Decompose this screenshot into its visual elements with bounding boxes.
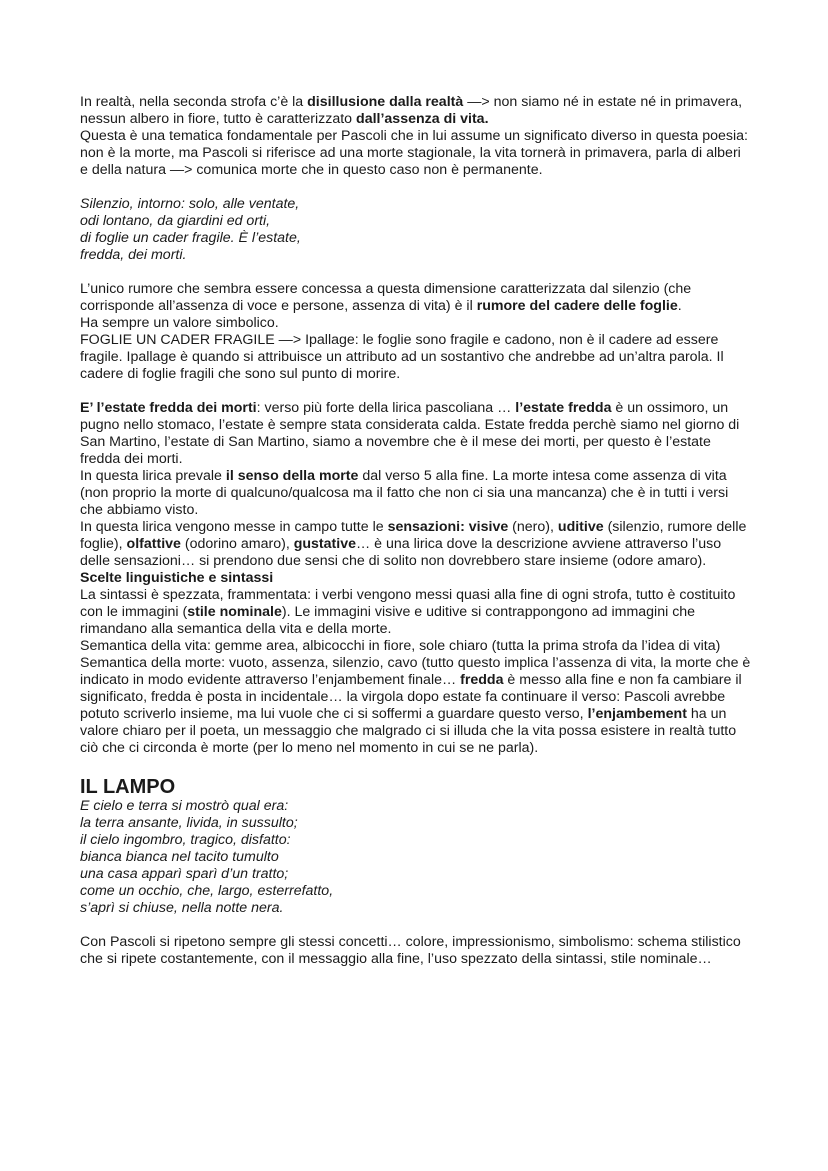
- bold-text: gustative: [293, 536, 356, 552]
- poem-line: fredda, dei morti.: [80, 247, 187, 263]
- bold-text: sensazioni: visive: [387, 519, 509, 535]
- text-run: (nero),: [508, 519, 558, 535]
- poem-excerpt: [80, 798, 752, 917]
- text-run: Semantica della morte: vuoto, assenza, silenzio, cavo (tutto questo implica l’assenza di vita, la morte che è indicato in modo evidente attraverso l’enjambement finale…: [80, 655, 751, 688]
- bold-text: l’estate fredda: [515, 400, 612, 416]
- poem-line: come un occhio, che, largo, esterrefatto,: [80, 883, 334, 899]
- text-run: FOGLIE UN CADER FRAGILE —> Ipallage: le foglie sono fragile e cadono, non è il cadere ad essere fragile. Ipallage è quando si attribuisce un attributo ad un sostantivo che andrebbe ad un’altra parola. Il cadere di foglie fragili che sono sul punto di morire.: [80, 332, 724, 382]
- text-run: è un ossimoro, un pugno nello stomaco, l’estate è sempre stata considerata calda. Estate fredda perchè siamo nel giorno di San Martino, l’estate di San Martino, siamo a novembre che è il mese dei morti, per questo è l’estate fredda dei morti.: [80, 400, 740, 467]
- poem-line: la terra ansante, livida, in sussulto;: [80, 815, 298, 831]
- text-run: Con Pascoli si ripetono sempre gli stessi concetti… colore, impressionismo, simbolismo: schema stilistico che si ripete costantemente, con il messaggio alla fine, l’uso spezzato della sintassi, stile nominale…: [80, 934, 741, 967]
- section-heading: IL LAMPO: [80, 776, 176, 798]
- poem-line: s’aprì si chiuse, nella notte nera.: [80, 900, 284, 916]
- text-run: L’unico rumore che sembra essere concessa a questa dimensione caratterizzata dal silenzio (che corrisponde all’assenza di voce e persone, assenza di vita) è il: [80, 281, 692, 314]
- paragraph: [80, 468, 752, 519]
- bold-text: rumore del cadere delle foglie: [476, 298, 678, 314]
- paragraph: [80, 587, 752, 638]
- text-run: —> non siamo né in estate né in primavera, nessun albero in fiore, tutto è caratterizzato: [80, 94, 743, 127]
- paragraph: [80, 315, 752, 332]
- text-run: Questa è una tematica fondamentale per Pascoli che in lui assume un significato diverso in questa poesia: non è la morte, ma Pascoli si riferisce ad una morte stagionale, la vita tornerà in primavera, parla di alberi e della natura —> comunica morte che in questo caso non è permanente.: [80, 128, 748, 178]
- poem-line: bianca bianca nel tacito tumulto: [80, 849, 279, 865]
- text-run: In questa lirica prevale: [80, 468, 226, 484]
- paragraph: [80, 281, 752, 315]
- bold-text: E’ l’estate fredda dei morti: [80, 400, 257, 416]
- paragraph: [80, 655, 752, 757]
- text-run: In questa lirica vengono messe in campo tutte le: [80, 519, 388, 535]
- bold-text: stile nominale: [187, 604, 282, 620]
- paragraph: [80, 94, 752, 128]
- subheading: [80, 570, 752, 587]
- bold-text: fredda: [460, 672, 504, 688]
- text-run: è messo alla fine e non fa cambiare il significato, fredda è posta in incidentale… la virgola dopo estate fa continuare il verso: Pascoli avrebbe potuto scriverlo insieme, ma lui vuole che ci si soffermi a guardare questo verso,: [80, 672, 742, 722]
- paragraph: [80, 400, 752, 468]
- paragraph: [80, 128, 752, 179]
- bold-text: Scelte linguistiche e sintassi: [80, 570, 274, 586]
- paragraph: [80, 332, 752, 383]
- bold-text: uditive: [557, 519, 604, 535]
- bold-text: dall’assenza di vita.: [356, 111, 489, 127]
- bold-text: disillusione dalla realtà: [307, 94, 464, 110]
- poem-line: di foglie un cader fragile. È l’estate,: [80, 230, 301, 246]
- text-run: (silenzio, rumore delle foglie),: [80, 519, 747, 552]
- text-run: La sintassi è spezzata, frammentata: i verbi vengono messi quasi alla fine di ogni strofa, tutto è costituito con le immagini (: [80, 587, 736, 620]
- poem-excerpt: [80, 196, 752, 264]
- text-run: (odorino amaro),: [180, 536, 294, 552]
- text-run: dal verso 5 alla fine. La morte intesa come assenza di vita (non proprio la morte di qualcuno/qualcosa ma il fatto che non ci sia una mancanza) che è in tutti i versi che abbiamo visto.: [80, 468, 729, 518]
- poem-line: E cielo e terra si mostrò qual era:: [80, 798, 289, 814]
- bold-text: il senso della morte: [225, 468, 359, 484]
- bold-text: l’enjambement: [587, 706, 687, 722]
- paragraph: [80, 638, 752, 655]
- text-run: In realtà, nella seconda strofa c’è la: [80, 94, 308, 110]
- paragraph: [80, 519, 752, 570]
- text-run: ). Le immagini visive e uditive si contrappongono ad immagini che rimandano alla semantica della vita e della morte.: [80, 604, 696, 637]
- paragraph: [80, 934, 752, 968]
- poem-line: odi lontano, da giardini ed orti,: [80, 213, 271, 229]
- document-page: [80, 94, 752, 968]
- text-run: ha un valore chiaro per il poeta, un messaggio che malgrado ci si illuda che la vita possa esistere in realtà tutto ciò che ci circonda è morte (per lo meno nel momento in cui se ne parla).: [80, 706, 737, 756]
- text-run: Ha sempre un valore simbolico.: [80, 315, 279, 331]
- text-run: … è una lirica dove la descrizione avviene attraverso l’uso delle sensazioni… si prendono due sensi che di solito non dovrebbero stare insieme (odore amaro).: [80, 536, 722, 569]
- poem-line: una casa apparì sparì d’un tratto;: [80, 866, 289, 882]
- text-run: : verso più forte della lirica pascoliana …: [256, 400, 516, 416]
- poem-line: il cielo ingombro, tragico, disfatto:: [80, 832, 291, 848]
- text-run: .: [677, 298, 682, 314]
- bold-text: olfattive: [126, 536, 181, 552]
- poem-line: Silenzio, intorno: solo, alle ventate,: [80, 196, 300, 212]
- text-run: Semantica della vita: gemme area, albicocchi in fiore, sole chiaro (tutta la prima strofa da l’idea di vita): [80, 638, 721, 654]
